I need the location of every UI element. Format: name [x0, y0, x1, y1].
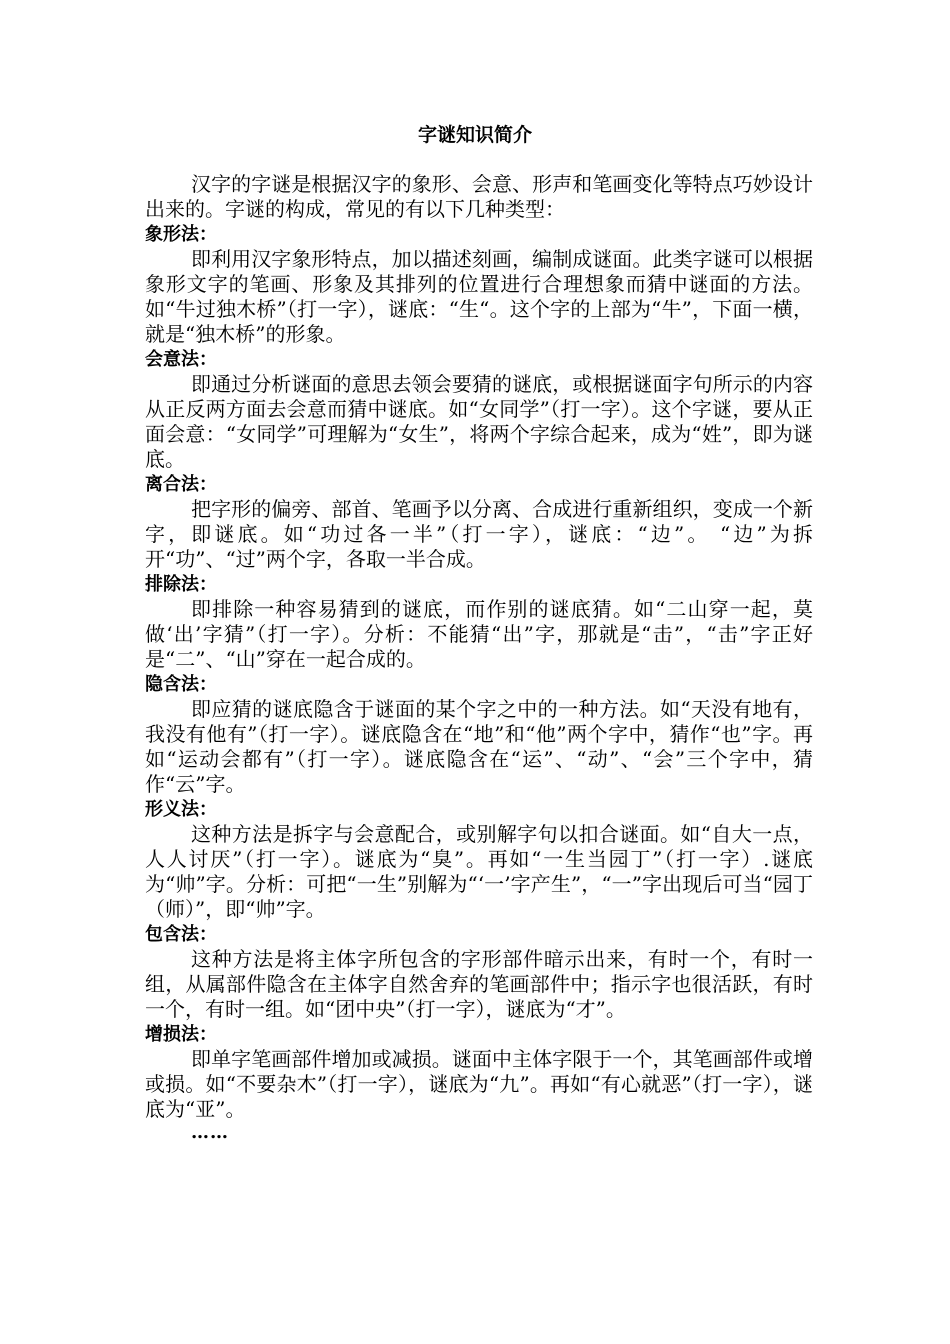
- document-body: [145, 172, 813, 1144]
- section-heading: 形义法：: [145, 799, 217, 820]
- section-paragraph: 这种方法是将主体字所包含的字形部件暗示出来，有时一个，有时一组，从属部件隐含在主体字自然舍弃的笔画部件中；指示字也很活跃，有时一个，有时一组。如“团中央”（打一字），谜底为“才”。: [145, 947, 813, 1021]
- intro-paragraph: 汉字的字谜是根据汉字的象形、会意、形声和笔画变化等特点巧妙设计出来的。字谜的构成，常见的有以下几种类型：: [145, 172, 813, 221]
- section-xiangxing: [145, 222, 813, 347]
- section-yinhan: [145, 672, 813, 797]
- section-heading: 增损法：: [145, 1024, 217, 1045]
- section-heading: 会意法：: [145, 349, 217, 370]
- page-title: 字谜知识简介: [417, 124, 532, 146]
- section-heading: 排除法：: [145, 574, 217, 595]
- section-heading: 包含法：: [145, 924, 217, 945]
- section-baohan: [145, 922, 813, 1022]
- section-xingyi: [145, 797, 813, 922]
- section-paragraph: 把字形的偏旁、部首、笔画予以分离、合成进行重新组织，变成一个新字，即谜底。如“功过各一半”（打一字），谜底：“边”。 “边”为拆开“功”、“过”两个字，各取一半合成。: [145, 497, 813, 571]
- section-paichu: [145, 572, 813, 672]
- section-zengsun: [145, 1022, 813, 1122]
- section-heading: 离合法：: [145, 474, 217, 495]
- section-paragraph: 即单字笔画部件增加或减损。谜面中主体字限于一个，其笔画部件或增或损。如“不要杂木”（打一字），谜底为“九”。再如“有心就恶”（打一字），谜底为“亚”。: [145, 1047, 813, 1121]
- section-heading: 象形法：: [145, 224, 217, 245]
- section-paragraph: 即应猜的谜底隐含于谜面的某个字之中的一种方法。如“天没有地有，我没有他有”（打一字）。谜底隐含在“地”和“他”两个字中，猜作“也”字。再如“运动会都有”（打一字）。谜底隐含在“运”、“动”、“会”三个字中，猜作“云”字。: [145, 697, 813, 796]
- section-lihe: [145, 472, 813, 572]
- section-paragraph: 即通过分析谜面的意思去领会要猜的谜底，或根据谜面字句所示的内容从正反两方面去会意而猜中谜底。如“女同学”（打一字）。这个字谜，要从正面会意：“女同学”可理解为“女生”，将两个字综合起来，成为“姓”，即为谜底。: [145, 372, 813, 471]
- continuation-ellipsis: ……: [191, 1122, 229, 1143]
- section-paragraph: 即利用汉字象形特点，加以描述刻画，编制成谜面。此类字谜可以根据象形文字的笔画、形象及其排列的位置进行合理想象而猜中谜面的方法。如“牛过独木桥”（打一字），谜底：“生“。这个字的上部为“牛”，下面一横，就是“独木桥”的形象。: [145, 247, 813, 346]
- section-huiyi: [145, 347, 813, 472]
- section-heading: 隐含法：: [145, 674, 217, 695]
- section-paragraph: 这种方法是拆字与会意配合，或别解字句以扣合谜面。如“自大一点，人人讨厌”（打一字）。谜底为“臭”。再如“一生当园丁”（打一字）.谜底为“帅”字。分析：可把“一生”别解为“‘一’字产生”，“一”字出现后可当“园丁（师）”，即“帅”字。: [145, 822, 813, 921]
- section-paragraph: 即排除一种容易猜到的谜底，而作别的谜底猜。如“二山穿一起，莫做‘出’字猜”（打一字）。分析：不能猜“出”字，那就是“击”，“击”字正好是“二”、“山”穿在一起合成的。: [145, 597, 813, 671]
